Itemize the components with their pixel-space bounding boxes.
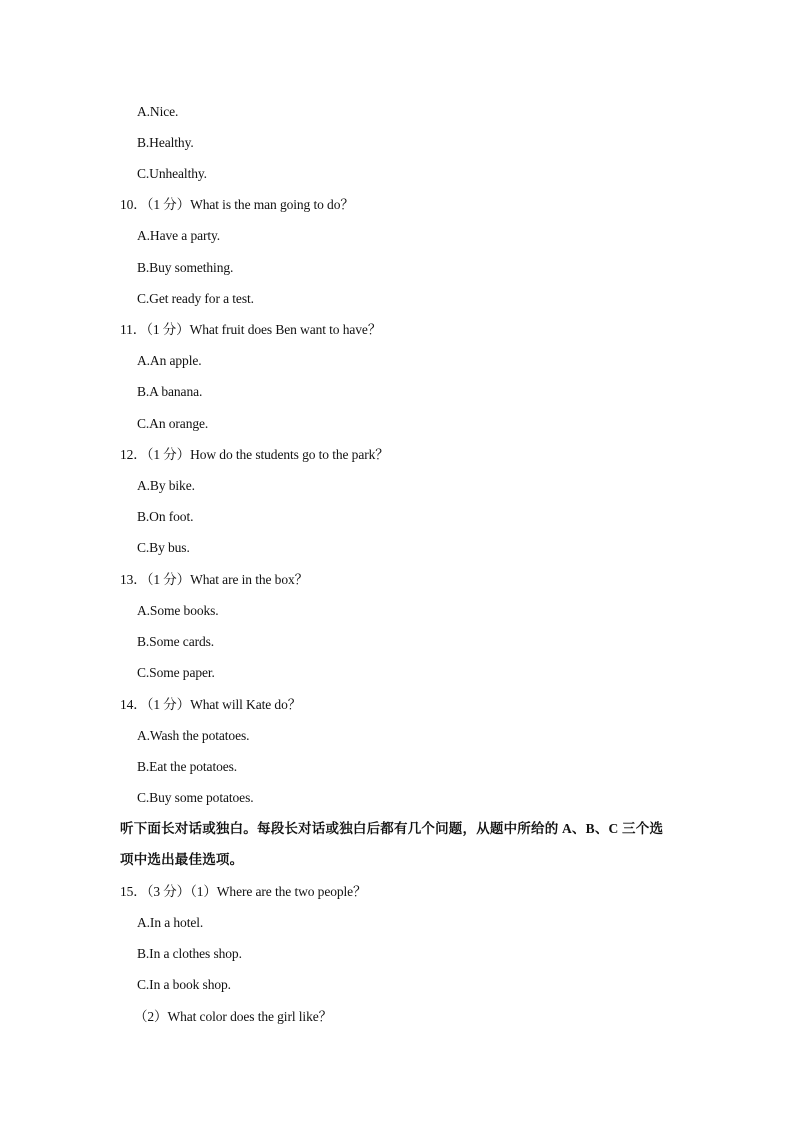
question-15-part-1: 15．（3 分）（1）Where are the two people？ xyxy=(120,884,367,899)
option-b-q12: B.On foot. xyxy=(137,509,194,524)
option-c-q9: C.Unhealthy. xyxy=(137,166,207,181)
option-b-q9: B.Healthy. xyxy=(137,135,194,150)
question-15-part-2: （2）What color does the girl like？ xyxy=(134,1009,333,1024)
option-c-q13: C.Some paper. xyxy=(137,665,215,680)
option-b-q10: B.Buy something. xyxy=(137,260,234,275)
option-c-q10: C.Get ready for a test. xyxy=(137,291,254,306)
option-a-q10: A.Have a party. xyxy=(137,228,221,243)
section-instruction-line-2: 项中选出最佳选项。 xyxy=(120,852,244,867)
option-b-q13: B.Some cards. xyxy=(137,634,215,649)
option-b-q15-1: B.In a clothes shop. xyxy=(137,946,242,961)
option-a-q11: A.An apple. xyxy=(137,353,202,368)
option-b-q14: B.Eat the potatoes. xyxy=(137,759,238,774)
question-10: 10．（1 分）What is the man going to do？ xyxy=(120,197,354,212)
option-a-q14: A.Wash the potatoes. xyxy=(137,728,250,743)
option-c-q14: C.Buy some potatoes. xyxy=(137,790,254,805)
option-a-q13: A.Some books. xyxy=(137,603,219,618)
option-a-q12: A.By bike. xyxy=(137,478,195,493)
question-12: 12．（1 分）How do the students go to the park？ xyxy=(120,447,389,462)
section-instruction-line-1: 听下面长对话或独白。每段长对话或独白后都有几个问题，从题中所给的 A、B、C 三个选 xyxy=(120,821,664,836)
option-c-q15-1: C.In a book shop. xyxy=(137,977,231,992)
option-a-q15-1: A.In a hotel. xyxy=(137,915,204,930)
question-11: 11．（1 分）What fruit does Ben want to have？ xyxy=(120,322,382,337)
question-14: 14．（1 分）What will Kate do？ xyxy=(120,697,302,712)
option-c-q11: C.An orange. xyxy=(137,416,209,431)
option-b-q11: B.A banana. xyxy=(137,384,203,399)
option-a-q9: A.Nice. xyxy=(137,104,179,119)
question-13: 13．（1 分）What are in the box？ xyxy=(120,572,309,587)
option-c-q12: C.By bus. xyxy=(137,540,190,555)
